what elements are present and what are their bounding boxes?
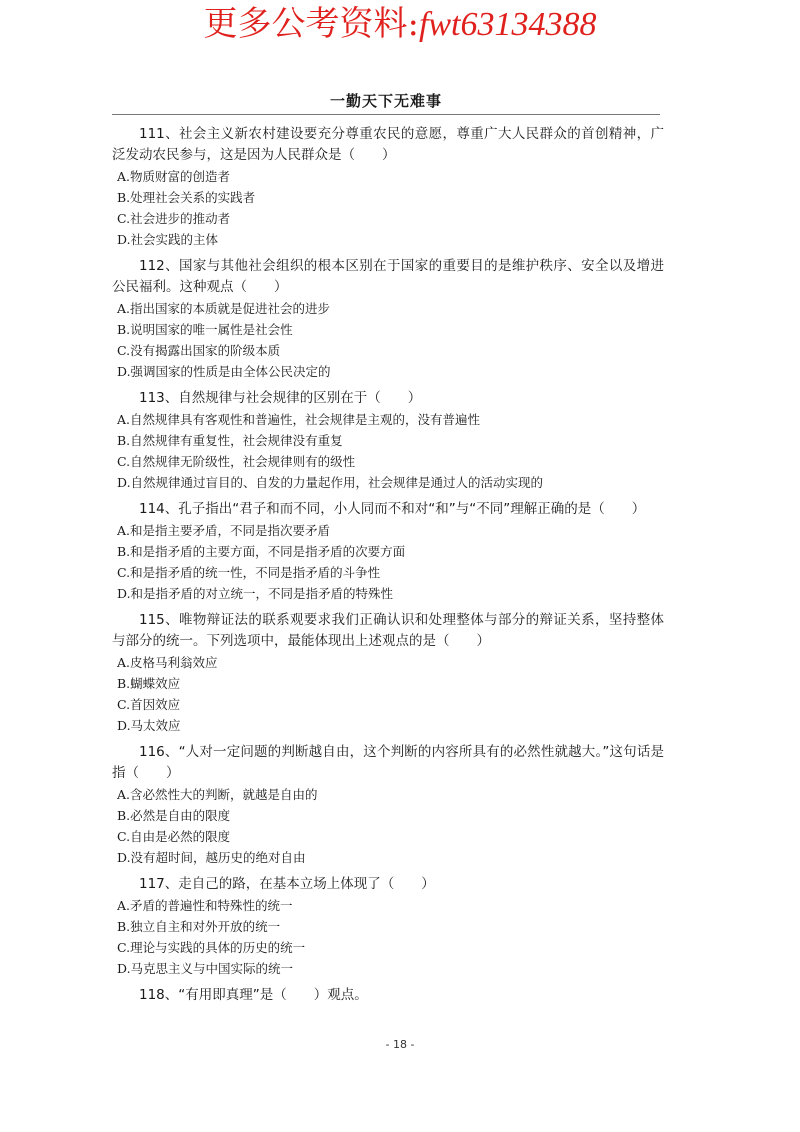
option-b: B.说明国家的唯一属性是社会性 <box>117 322 293 337</box>
question-stem: 116、“人对一定问题的判断越自由，这个判断的内容所具有的必然性就越大。”这句话是指（ ） <box>112 744 664 781</box>
question-list <box>112 124 664 1012</box>
option-d: D.马克思主义与中国实际的统一 <box>117 961 294 976</box>
header-divider <box>112 114 660 115</box>
option-c: C.理论与实践的具体的历史的统一 <box>117 940 306 955</box>
question-111 <box>112 124 664 250</box>
option-d: D.自然规律通过盲目的、自发的力量起作用，社会规律是通过人的活动实现的 <box>117 475 544 490</box>
option-a: A.矛盾的普遍性和特殊性的统一 <box>117 898 293 913</box>
option-d: D.强调国家的性质是由全体公民决定的 <box>117 364 331 379</box>
question-116 <box>112 742 664 868</box>
question-114 <box>112 499 664 604</box>
question-118 <box>112 985 664 1006</box>
question-stem: 117、走自己的路，在基本立场上体现了（ ） <box>139 876 435 892</box>
question-115 <box>112 610 664 736</box>
option-b: B.处理社会关系的实践者 <box>117 190 256 205</box>
question-stem: 114、孔子指出“君子和而不同，小人同而不和对“和”与“不同”理解正确的是（ ） <box>139 501 646 517</box>
watermark-latin: fwt63134388 <box>418 6 597 43</box>
option-a: A.含必然性大的判断，就越是自由的 <box>117 787 318 802</box>
option-b: B.必然是自由的限度 <box>117 808 231 823</box>
question-112 <box>112 256 664 382</box>
option-b: B.和是指矛盾的主要方面，不同是指矛盾的次要方面 <box>117 544 406 559</box>
option-b: B.独立自主和对外开放的统一 <box>117 919 281 934</box>
option-c: C.社会进步的推动者 <box>117 211 231 226</box>
question-stem: 112、国家与其他社会组织的根本区别在于国家的重要目的是维护秩序、安全以及增进公民福利。这种观点（ ） <box>112 258 664 295</box>
option-a: A.和是指主要矛盾，不同是指次要矛盾 <box>117 523 331 538</box>
option-a: A.指出国家的本质就是促进社会的进步 <box>117 301 331 316</box>
page-header-title: 一勤天下无难事 <box>330 92 443 110</box>
question-stem: 111、社会主义新农村建设要充分尊重农民的意愿，尊重广大人民群众的首创精神，广泛发动农民参与，这是因为人民群众是（ ） <box>112 126 664 163</box>
question-stem: 118、“有用即真理”是（ ）观点。 <box>139 987 368 1003</box>
watermark <box>0 2 800 47</box>
option-c: C.首因效应 <box>117 697 181 712</box>
option-a: A.皮格马利翁效应 <box>117 655 218 670</box>
option-d: D.没有超时间，越历史的绝对自由 <box>117 850 306 865</box>
option-c: C.自由是必然的限度 <box>117 829 231 844</box>
option-a: A.自然规律具有客观性和普遍性，社会规律是主观的，没有普遍性 <box>117 412 481 427</box>
page-number: - 18 - <box>385 1038 415 1051</box>
option-c: C.自然规律无阶级性，社会规律则有的级性 <box>117 454 356 469</box>
question-stem: 115、唯物辩证法的联系观要求我们正确认识和处理整体与部分的辩证关系，坚持整体与部分的统一。下列选项中，最能体现出上述观点的是（ ） <box>112 612 664 649</box>
option-d: D.社会实践的主体 <box>117 232 219 247</box>
watermark-chinese: 更多公考资料: <box>203 4 419 44</box>
question-117 <box>112 874 664 979</box>
option-c: C.和是指矛盾的统一性，不同是指矛盾的斗争性 <box>117 565 381 580</box>
question-113 <box>112 388 664 493</box>
question-stem: 113、自然规律与社会规律的区别在于（ ） <box>139 390 422 406</box>
option-d: D.和是指矛盾的对立统一，不同是指矛盾的特殊性 <box>117 586 394 601</box>
option-d: D.马太效应 <box>117 718 181 733</box>
option-a: A.物质财富的创造者 <box>117 169 231 184</box>
option-b: B.自然规律有重复性，社会规律没有重复 <box>117 433 343 448</box>
option-b: B.蝴蝶效应 <box>117 676 181 691</box>
option-c: C.没有揭露出国家的阶级本质 <box>117 343 281 358</box>
